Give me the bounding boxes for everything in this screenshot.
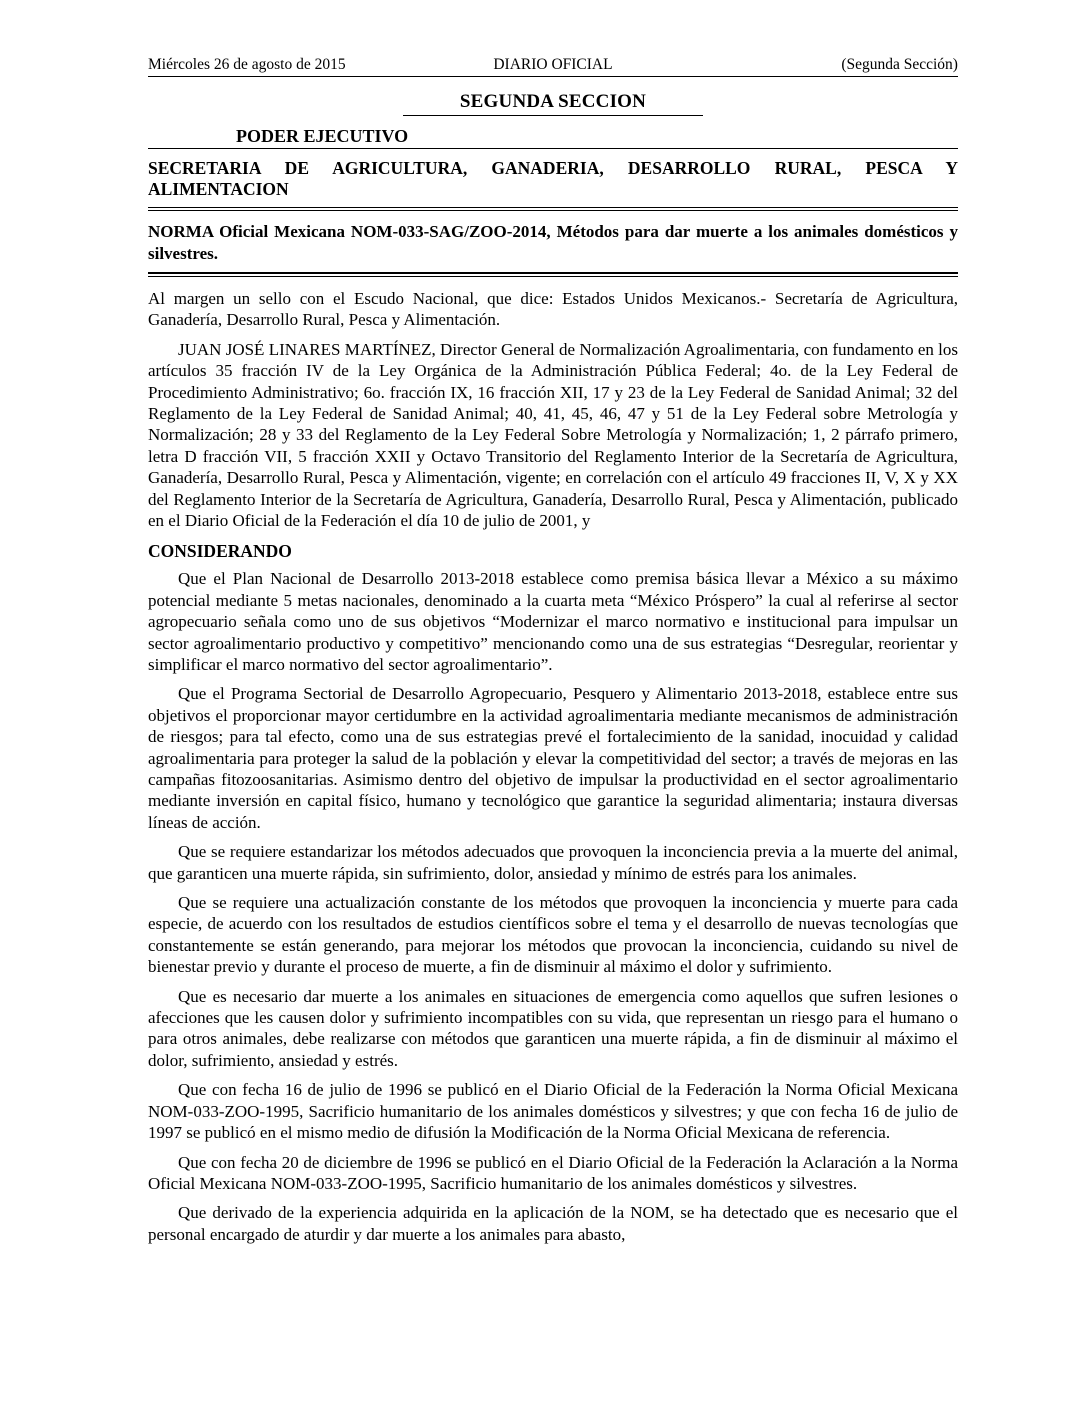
branch-title: PODER EJECUTIVO (236, 126, 409, 146)
norm-title: NORMA Oficial Mexicana NOM-033-SAG/ZOO-2014, Métodos para dar muerte a los animales domésticos y silvestres. (148, 221, 958, 263)
signatory-paragraph: JUAN JOSÉ LINARES MARTÍNEZ, Director General de Normalización Agroalimentaria, con fundamento en los artículos 35 fracción IV de la Ley Orgánica de la Administración Pública Federal; 4o. de la Ley Federal de Procedimiento Administrativo; 6o. fracción IX, 16 fracción XII, 17 y 23 de la Ley Federal de Sanidad Animal; 32 del Reglamento de la Ley Federal de Sanidad Animal; 40, 41, 45, 46, 47 y 51 de la Ley Federal sobre Metrología y Normalización; 28 y 33 del Reglamento de la Ley Federal Sobre Metrología y Normalización; 1, 2 párrafo primero, letra D fracción VII, 5 fracción XXII y Octavo Transitorio del Reglamento Interior de la Secretaría de Agricultura, Ganadería, Desarrollo Rural, Pesca y Alimentación, vigente; en correlación con el artículo 49 fracciones II, V, X y XX del Reglamento Interior de la Secretaría de Agricultura, Ganadería, Desarrollo Rural, Pesca y Alimentación, publicado en el Diario Oficial de la Federación el día 10 de julio de 2001, y (148, 339, 958, 530)
header-section: (Segunda Sección) (841, 56, 958, 73)
considerando-paragraph: Que con fecha 16 de julio de 1996 se publicó en el Diario Oficial de la Federación la Norma Oficial Mexicana NOM-033-ZOO-1995, Sacrificio humanitario de los animales domésticos y silvestres; y que con fecha 16 de julio de 1997 se publicó en el mismo medio de difusión la Modificación de la Norma Oficial Mexicana de referencia. (148, 1080, 958, 1143)
page-header (148, 56, 958, 74)
considerando-paragraph: Que con fecha 20 de diciembre de 1996 se publicó en el Diario Oficial de la Federación la Aclaración a la Norma Oficial Mexicana NOM-033-ZOO-1995, Sacrificio humanitario de los animales domésticos y silvestres. (148, 1152, 958, 1193)
header-divider (148, 76, 958, 77)
header-date: Miércoles 26 de agosto de 2015 (148, 56, 346, 73)
considerando-paragraph: Que el Programa Sectorial de Desarrollo Agropecuario, Pesquero y Alimentario 2013-2018, establece entre sus objetivos el proporcionar mayor certidumbre en la actividad agroalimentaria mediante mecanismos de administración de riesgos; para tal efecto, como una de sus estrategias prevé el fortalecimiento de la sanidad, inocuidad y calidad agroalimentaria para proteger la salud de la población y elevar la competitividad del sector; a través de mejoras en las campañas fitozoosanitarias. Asimismo dentro del objetivo de impulsar la productividad en el sector agroalimentario mediante inversión en capital físico, humano y tecnológico que garantice la seguridad alimentaria; instaura diversas líneas de acción. (148, 684, 958, 832)
considerando-paragraph: Que se requiere una actualización constante de los métodos que provoquen la inconciencia y muerte para cada especie, de acuerdo con los resultados de estudios científicos sobre el tema y el desarrollo de nuevas tecnologías que constantemente se están generando, para mejorar los métodos que provocan la inconciencia, cuidando su nivel de bienestar previo y durante el proceso de muerte, a fin de disminuir al máximo el dolor y sufrimiento. (148, 893, 958, 977)
section-title: SEGUNDA SECCION (459, 91, 647, 112)
seal-paragraph: Al margen un sello con el Escudo Nacional, que dice: Estados Unidos Mexicanos.- Secretaría de Agricultura, Ganadería, Desarrollo Rural, Pesca y Alimentación. (148, 288, 958, 330)
considerando-paragraph: Que derivado de la experiencia adquirida en la aplicación de la NOM, se ha detectado que es necesario que el personal encargado de aturdir y dar muerte a los animales para abasto, (148, 1203, 958, 1244)
norm-divider-top (148, 272, 958, 274)
ministry-title: SECRETARIA DE AGRICULTURA, GANADERIA, DESARROLLO RURAL, PESCA Y ALIMENTACION (148, 158, 958, 200)
considerando-heading: CONSIDERANDO (148, 541, 292, 562)
header-publication: DIARIO OFICIAL (493, 56, 613, 73)
considerando-paragraph: Que es necesario dar muerte a los animales en situaciones de emergencia como aquellos que sufren lesiones o afecciones que les causen dolor y sufrimiento incompatibles con su vida, que representan un riesgo para el humano o para otros animales, debe realizarse con métodos que garanticen una muerte rápida, a fin de disminuir al máximo el dolor, sufrimiento, ansiedad y estrés. (148, 986, 958, 1070)
considerando-paragraph: Que se requiere estandarizar los métodos adecuados que provoquen la inconciencia previa a la muerte del animal, que garanticen una muerte rápida, sin sufrimiento, dolor, ansiedad y mínimo de estrés para los animales. (148, 842, 958, 883)
branch-divider (148, 148, 958, 149)
considerando-paragraph: Que el Plan Nacional de Desarrollo 2013-2018 establece como premisa básica llevar a México a su máximo potencial mediante 5 metas nacionales, denominado a la cuarta meta “México Próspero” la cual al referirse al sector agropecuario señala como uno de sus objetivos “Modernizar el marco normativo e institucional para impulsar un sector agroalimentario productivo y competitivo” mencionando como una de sus estrategias “Desregular, reorientar y simplificar el marco normativo del sector agroalimentario”. (148, 569, 958, 674)
norm-divider-bottom (148, 276, 958, 277)
section-title-underline (403, 115, 703, 116)
ministry-divider-bottom (148, 210, 958, 211)
ministry-divider-top (148, 207, 958, 208)
